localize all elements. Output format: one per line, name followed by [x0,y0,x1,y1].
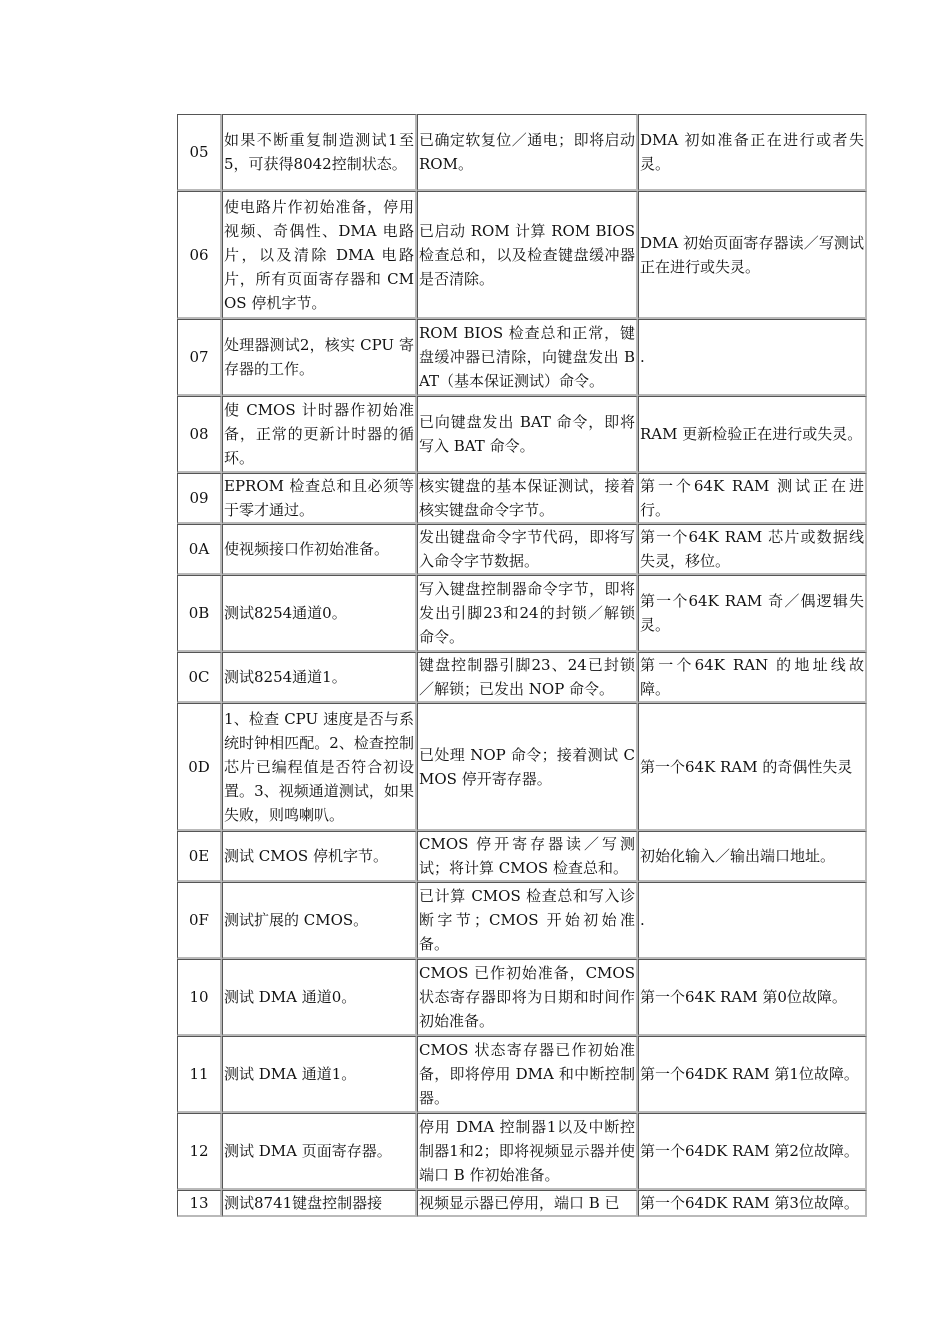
table-row [177,1113,867,1190]
action-cell: 已确定软复位／通电；即将启动 ROM。 [417,114,638,191]
error-cell: DMA 初始页面寄存器读／写测试正在进行或失灵。 [638,191,867,319]
table-row [177,191,867,319]
table-row [177,652,867,703]
test-cell: 使 CMOS 计时器作初始准备，正常的更新计时器的循环。 [222,396,417,473]
action-cell: 发出键盘命令字节代码，即将写入命令字节数据。 [417,524,638,575]
table-row [177,575,867,652]
table-row [177,524,867,575]
test-cell: 使电路片作初始准备，停用视频、奇偶性、DMA 电路片，以及清除 DMA 电路片，所有页面寄存器和 CMOS 停机字节。 [222,191,417,319]
error-cell: 初始化输入／输出端口地址。 [638,831,867,882]
error-cell: 第一个64DK RAM 第2位故障。 [638,1113,867,1190]
code-cell: 10 [177,959,222,1036]
error-cell: RAM 更新检验正在进行或失灵。 [638,396,867,473]
test-cell: 处理器测试2，核实 CPU 寄存器的工作。 [222,319,417,396]
test-cell: 如果不断重复制造测试1至5，可获得8042控制状态。 [222,114,417,191]
error-cell: . [638,882,867,959]
test-cell: 测试 DMA 通道0。 [222,959,417,1036]
table-row [177,473,867,524]
table-row [177,319,867,396]
test-cell: 测试8741键盘控制器接 [222,1190,417,1217]
action-cell: CMOS 停开寄存器读／写测试；将计算 CMOS 检查总和。 [417,831,638,882]
post-code-table [177,114,867,1217]
test-cell: 测试 DMA 页面寄存器。 [222,1113,417,1190]
error-cell: 第一个64K RAM 奇／偶逻辑失灵。 [638,575,867,652]
error-cell: 第一个64DK RAM 第3位故障。 [638,1190,867,1217]
action-cell: 已向键盘发出 BAT 命令，即将写入 BAT 命令。 [417,396,638,473]
code-cell: 12 [177,1113,222,1190]
action-cell: 视频显示器已停用，端口 B 已 [417,1190,638,1217]
action-cell: 停用 DMA 控制器1以及中断控制器1和2；即将视频显示器并使端口 B 作初始准备。 [417,1113,638,1190]
code-cell: 06 [177,191,222,319]
code-cell: 0F [177,882,222,959]
action-cell: 已处理 NOP 命令；接着测试 CMOS 停开寄存器。 [417,703,638,831]
action-cell: 已启动 ROM 计算 ROM BIOS 检查总和，以及检查键盘缓冲器是否清除。 [417,191,638,319]
code-cell: 0B [177,575,222,652]
action-cell: 核实键盘的基本保证测试，接着核实键盘命令字节。 [417,473,638,524]
code-cell: 13 [177,1190,222,1217]
table-row [177,703,867,831]
test-cell: 测试 CMOS 停机字节。 [222,831,417,882]
test-cell: 测试8254通道1。 [222,652,417,703]
test-cell: 使视频接口作初始准备。 [222,524,417,575]
action-cell: 已计算 CMOS 检查总和写入诊断字节；CMOS 开始初始准备。 [417,882,638,959]
test-cell: 测试扩展的 CMOS。 [222,882,417,959]
code-cell: 0D [177,703,222,831]
code-cell: 11 [177,1036,222,1113]
code-cell: 05 [177,114,222,191]
code-cell: 07 [177,319,222,396]
action-cell: 写入键盘控制器命令字节，即将发出引脚23和24的封锁／解锁命令。 [417,575,638,652]
error-cell: 第一个64K RAM 芯片或数据线失灵，移位。 [638,524,867,575]
code-cell: 0A [177,524,222,575]
table-row [177,959,867,1036]
code-cell: 0E [177,831,222,882]
table-row [177,831,867,882]
table-row [177,882,867,959]
action-cell: 键盘控制器引脚23、24已封锁／解锁；已发出 NOP 命令。 [417,652,638,703]
error-cell: . [638,319,867,396]
action-cell: CMOS 已作初始准备，CMOS 状态寄存器即将为日期和时间作初始准备。 [417,959,638,1036]
table-row [177,1190,867,1217]
error-cell: 第一个64K RAM 第0位故障。 [638,959,867,1036]
error-cell: 第一个64K RAM 测试正在进行。 [638,473,867,524]
test-cell: 测试 DMA 通道1。 [222,1036,417,1113]
code-cell: 0C [177,652,222,703]
action-cell: CMOS 状态寄存器已作初始准备，即将停用 DMA 和中断控制器。 [417,1036,638,1113]
table-row [177,1036,867,1113]
error-cell: 第一个64K RAN 的地址线故障。 [638,652,867,703]
test-cell: 1、检查 CPU 速度是否与系统时钟相匹配。2、检查控制芯片已编程值是否符合初设置。3、视频通道测试，如果失败，则鸣喇叭。 [222,703,417,831]
table-row [177,114,867,191]
test-cell: 测试8254通道0。 [222,575,417,652]
table-row [177,396,867,473]
code-cell: 09 [177,473,222,524]
test-cell: EPROM 检查总和且必须等于零才通过。 [222,473,417,524]
action-cell: ROM BIOS 检查总和正常，键盘缓冲器已清除，向键盘发出 BAT（基本保证测试）命令。 [417,319,638,396]
code-cell: 08 [177,396,222,473]
error-cell: DMA 初如准备正在进行或者失灵。 [638,114,867,191]
error-cell: 第一个64K RAM 的奇偶性失灵 [638,703,867,831]
error-cell: 第一个64DK RAM 第1位故障。 [638,1036,867,1113]
